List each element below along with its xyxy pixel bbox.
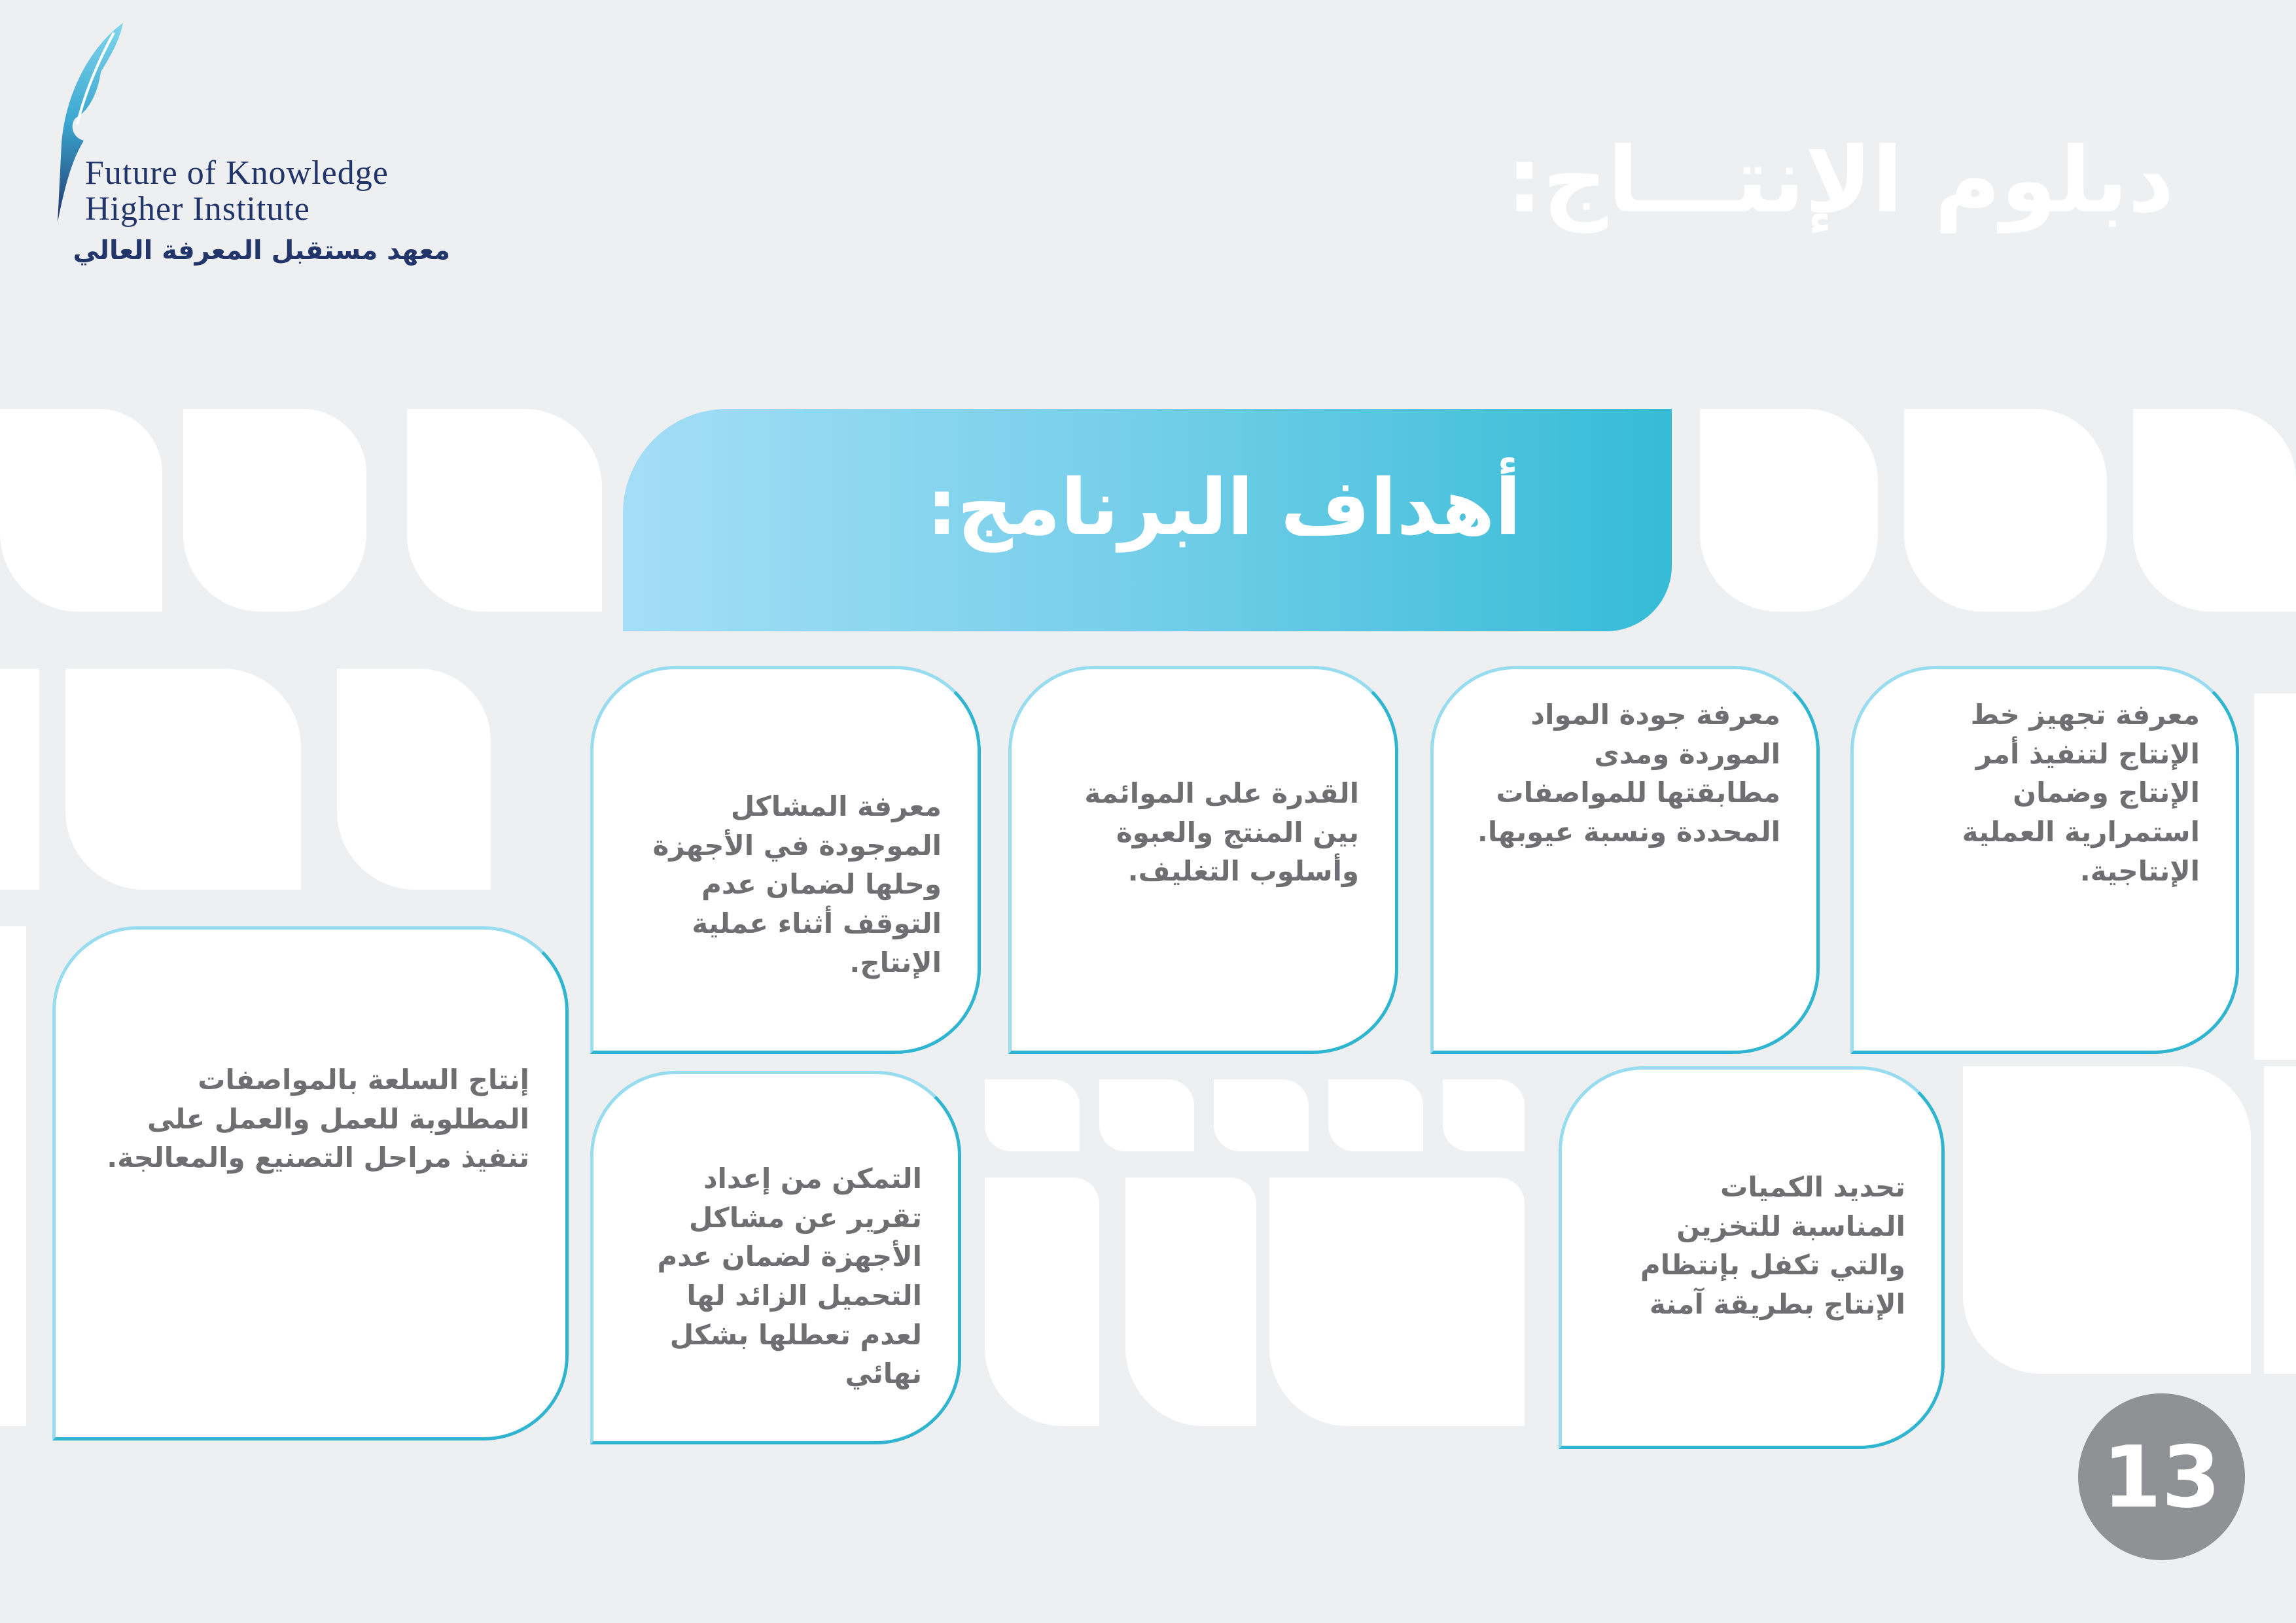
- goal-card: [590, 1071, 961, 1444]
- bg-shape: [1099, 1079, 1194, 1151]
- bg-shape: [1904, 409, 2107, 612]
- institute-logo: [46, 20, 504, 281]
- bg-shape: [1963, 1066, 2251, 1374]
- goal-text: تحديد الكميات المناسبة للتخزين والتي تكفل بإنتظام الإنتاج بطريقة آمنة: [1640, 1171, 1905, 1320]
- section-title: أهداف البرنامج:: [926, 462, 1521, 552]
- bg-shape: [2133, 409, 2296, 612]
- logo-name-en-line1: Future of Knowledge: [85, 154, 389, 192]
- goal-text: معرفة جودة المواد الموردة ومدى مطابقتها للمواصفات المحددة ونسبة عيوبها.: [1477, 699, 1780, 848]
- bg-shape: [1125, 1178, 1256, 1426]
- bg-shape: [65, 669, 301, 890]
- page-title: دبلوم الإنتـــاج:: [1506, 128, 2174, 233]
- goal-text: معرفة تجهيز خط الإنتاج لتنفيذ أمر الإنتاج وضمان استمرارية العملية الإنتاجية.: [1962, 699, 2200, 887]
- bg-shape: [0, 926, 26, 1426]
- logo-name-ar: معهد مستقبل المعرفة العالي: [73, 236, 450, 266]
- goal-card: [1559, 1066, 1945, 1449]
- page-number-badge: 13: [2078, 1393, 2245, 1560]
- goal-card: [1008, 666, 1398, 1054]
- goal-card: [52, 926, 569, 1440]
- bg-shape: [1700, 409, 1878, 612]
- bg-shape: [407, 409, 602, 612]
- bg-shape: [985, 1178, 1099, 1426]
- bg-shape: [183, 409, 366, 612]
- goal-text: إنتاج السلعة بالمواصفات المطلوبة للعمل والعمل على تنفيذ مراحل التصنيع والمعالجة.: [107, 1064, 529, 1174]
- bg-shape: [0, 409, 162, 612]
- bg-shape: [1214, 1079, 1309, 1151]
- logo-name-en-line2: Higher Institute: [85, 190, 310, 228]
- goal-text: التمكن من إعداد تقرير عن مشاكل الأجهزة لضمان عدم التحميل الزائد لها لعدم تعطلها بشكل نهائي: [657, 1162, 922, 1390]
- goal-text: القدرة على الموائمة بين المنتج والعبوة وأسلوب التغليف.: [1084, 777, 1359, 888]
- bg-shape: [1443, 1079, 1525, 1151]
- bg-shape: [337, 669, 491, 890]
- bg-shape: [1269, 1178, 1525, 1426]
- goal-card: [1430, 666, 1820, 1054]
- goal-card: [590, 666, 981, 1054]
- section-banner: [623, 409, 1672, 631]
- bg-shape: [1328, 1079, 1423, 1151]
- bg-shape: [2264, 1066, 2296, 1374]
- bg-shape: [2254, 693, 2296, 1060]
- goal-text: معرفة المشاكل الموجودة في الأجهزة وحلها لضمان عدم التوقف أثناء عملية الإنتاج.: [652, 790, 942, 979]
- bg-shape: [0, 669, 39, 890]
- bg-shape: [985, 1079, 1080, 1151]
- goal-card: [1850, 666, 2239, 1054]
